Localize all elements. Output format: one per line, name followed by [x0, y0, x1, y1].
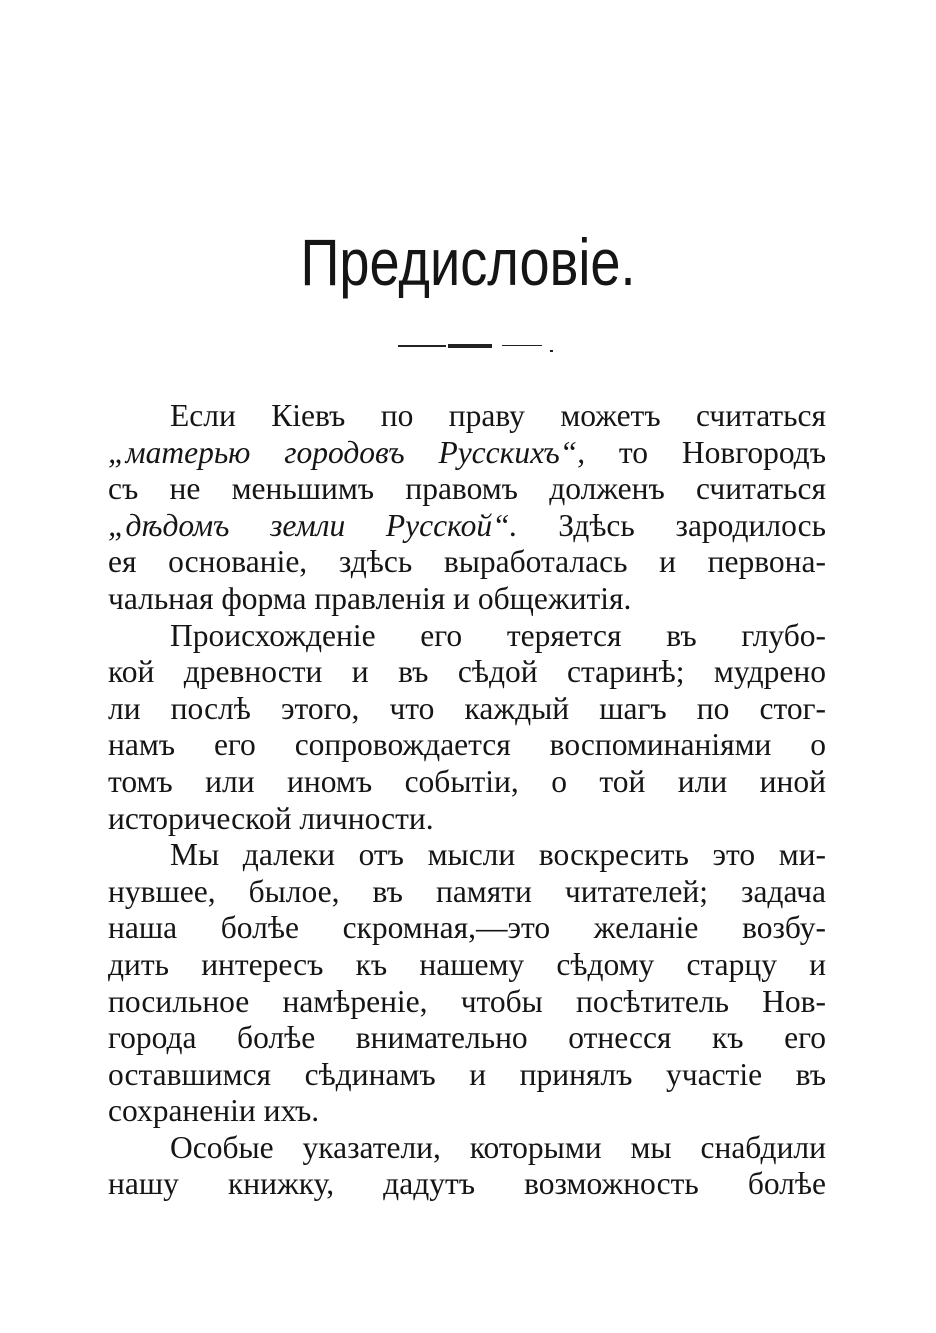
body-text [108, 398, 826, 1203]
text-line: Особые указатели, которыми мы снабдили [170, 1129, 826, 1165]
text-line [108, 435, 826, 472]
title-divider [398, 340, 558, 352]
divider-segment [398, 345, 446, 347]
text-line: посильное намѣреніе, чтобы посѣтитель Нов- [108, 983, 826, 1019]
text-fragment: Здѣсь зародилось [517, 507, 826, 543]
text-line: ли послѣ этого, что каждый шагъ по стог- [108, 690, 826, 726]
text-line: нувшее, былое, въ памяти читателей; задача [108, 873, 826, 909]
text-line [108, 508, 826, 545]
divider-segment [448, 344, 492, 348]
page-title: Предисловіе. [300, 225, 636, 299]
divider-dot [550, 350, 553, 352]
text-line: наша болѣе скромная,—это желаніе возбу- [108, 910, 826, 946]
text-line: намъ его сопровождается воспоминаніями о [108, 727, 826, 763]
italic-phrase: „матерью городовъ Русскихъ“, [108, 434, 586, 470]
text-line: кой древности и въ сѣдой старинѣ; мудрено [108, 654, 826, 690]
text-line: города болѣе внимательно отнесся къ его [108, 1020, 826, 1056]
text-line: чальная форма правленія и общежитія. [108, 580, 632, 616]
italic-phrase: „дѣдомъ земли Русской“. [108, 507, 518, 543]
text-line: Мы далеки отъ мысли воскресить это ми- [170, 837, 826, 873]
text-line: сохраненіи ихъ. [108, 1093, 320, 1129]
text-fragment: то Новгородъ [585, 434, 826, 470]
text-line: Происхожденіе его теряется въ глубо- [170, 617, 826, 653]
text-line: нашу книжку, дадутъ возможность болѣе [108, 1166, 826, 1202]
text-line: Если Кіевъ по праву можетъ считаться [170, 398, 826, 433]
text-line: ея основаніе, здѣсь выработалась и первона- [108, 544, 826, 580]
text-line: исторической личности. [108, 800, 434, 836]
text-line: томъ или иномъ событіи, о той или иной [108, 763, 826, 799]
text-line: дить интересъ къ нашему сѣдому старцу и [108, 946, 826, 982]
text-line: съ не меньшимъ правомъ долженъ считаться [108, 471, 826, 507]
divider-segment [502, 345, 542, 346]
text-line: оставшимся сѣдинамъ и принялъ участіе въ [108, 1056, 826, 1092]
